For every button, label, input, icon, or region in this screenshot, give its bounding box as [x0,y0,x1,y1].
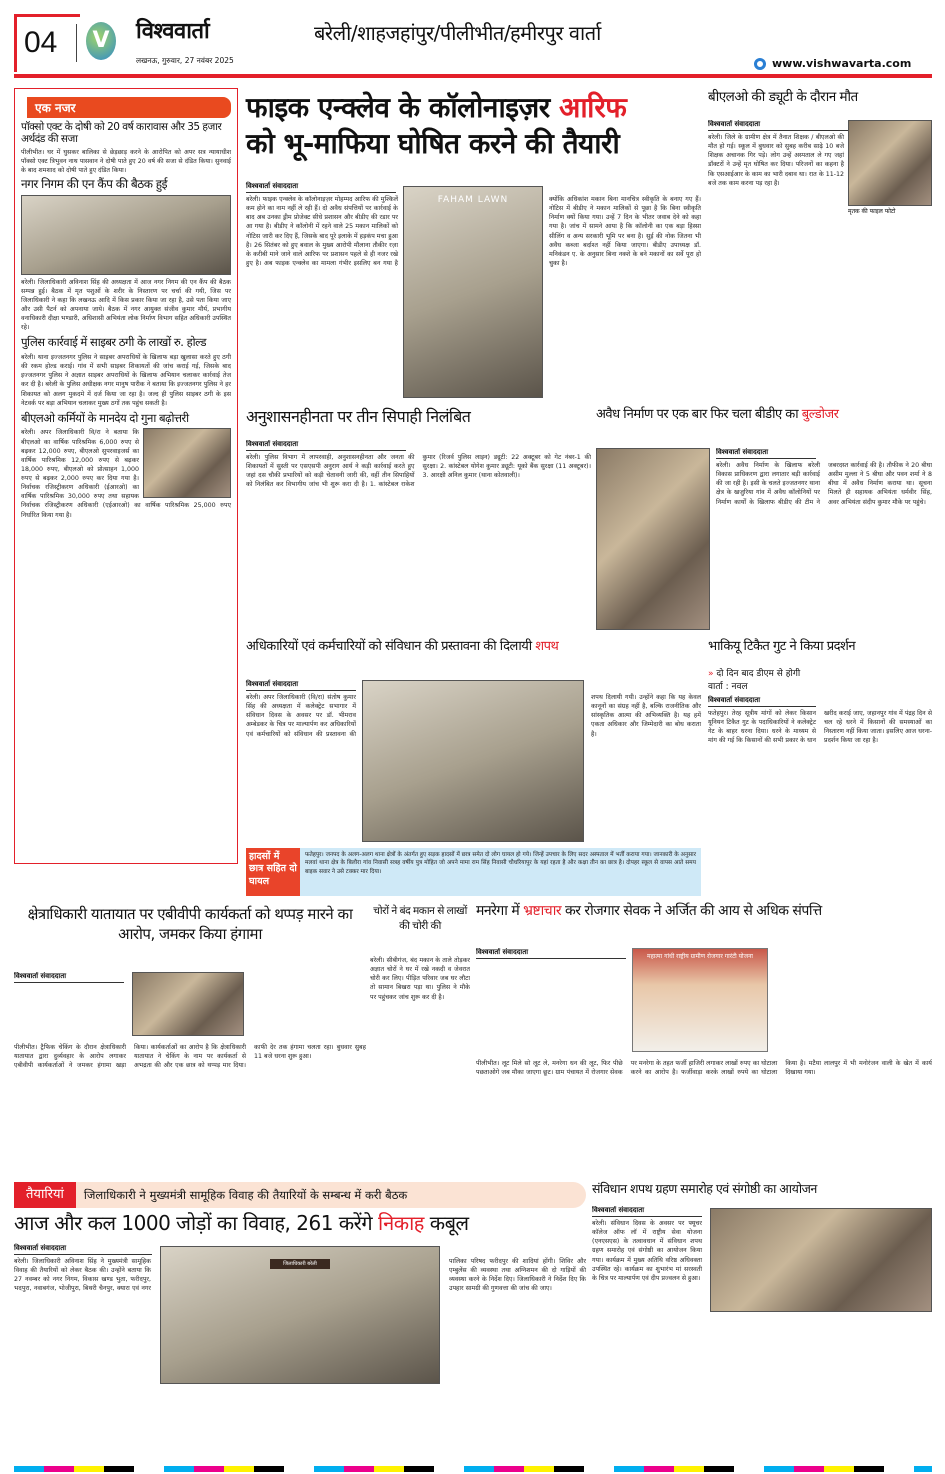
faham-lawn-photo [403,186,543,398]
byline: विश्ववार्ता संवाददाता [246,680,356,691]
bku-subhead: » दो दिन बाद डीएम से होगी वार्ता : नवल [708,669,801,692]
abvp-headline: क्षेत्राधिकारी यातायात पर एबीवीपी कार्यकर्ता को थप्पड़ मारने का आरोप, जमकर किया हंगामा [27,905,353,944]
story-body: बरेली। जिले के ग्रामीण क्षेत्र में तैनात शिक्षक / बीएलओ की मौत हो गई। स्कूल में बुधवार को सुबह करीब साढ़े 10 बजे शिक्षक अचानक गिर पड़े। लोग उन्हें अस्पताल ले गए जहां डॉक्टरों ने उन्हें मृत घोषित कर दिया। परिजनों का कहना है कि एसआईआर के काम का भारी दबाव था। रात के 11-12 बजे तक काम करना पड़ रहा है। [708,134,844,187]
quote-chevron-icon: » [708,669,714,679]
abvp-story [14,972,366,1172]
accident-label: हादसों में छात्र सहित दो घायल [246,848,300,896]
byline: विश्ववार्ता संवाददाता [592,1206,702,1217]
samvidhan-story [592,1206,932,1462]
marriage-story [14,1244,586,1294]
logo-icon: V [86,22,116,60]
page-number: 04 [24,26,58,59]
byline: विश्ववार्ता संवाददाता [708,696,816,707]
byline: विश्ववार्ता संवाददाता [14,972,124,983]
browser-icon [754,58,766,70]
header-red-rule [14,74,932,78]
byline: विश्ववार्ता संवाददाता [246,182,396,193]
masthead [14,14,932,72]
marriage-meeting-photo [160,1246,440,1384]
accident-body: फतेहपुर। जनपद के अलग-अलग थाना क्षेत्रों के अंतर्गत हुए सड़क हादसों में छात्र समेत दो लोग घायल हो गये। जिन्हें उपचार के लिए सदर अस्पताल में भर्ती कराया गया। जानकारी के अनुसार मलवां थाना क्षेत्र के बिलौरा गांव निवासी सत्रह वर्षीय पुत्र मोहित जो अपने मामा राम सिंह निवासी चौधरियापुर के यहां रहता है और कक्षा तीन का छात्र है। दोपहर स्कूल से वापस आते समय बाइक सवार ने उसे टक्कर मार दिया। [305,852,696,875]
story-body: बरेली। पुलिस विभाग में लापरवाही, अनुशासनहीनता और जनता की शिकायतों में सुस्ती पर एसएसपी अनुराग आर्य ने कड़ी कार्रवाई करते हुए जहां दस चौकी प्रभारियों को कड़ी चेतावनी जारी की, वहीं तीन सिपाहियों को निलंबित कर विभागीय जांच भी शुरू करा दी है। 1. कांस्टेबल राकेश कुमार (रिजर्व पुलिस लाइन) ड्यूटी: 22 अक्टूबर को गेट नंबर-1 की सुरक्षा। 2. कांस्टेबल योगेश कुमार ड्यूटी: यूको बैंक सुरक्षा (11 अक्टूबर)। 3. आरक्षी अनिल कुमार (थाना कोतवाली)। [246,454,591,489]
oath-headline: अधिकारियों एवं कर्मचारियों को संविधान की प्रस्तावना की दिलायी शपथ [246,639,559,654]
suspend-story [246,440,591,630]
ek-nazar-badge: एक नजर [27,97,231,118]
lead-headline: फाइक एन्क्लेव के कॉलोनाइज़र आरिफ को भू-माफिया घोषित करने की तैयारी [246,91,627,161]
story-body: बरेली। संविधान दिवस के अवसर पर फ्यूचर कॉलेज ऑफ लॉ में राष्ट्रीय सेवा योजना (एनएसएस) के तत्वावधान में संविधान शपथ ग्रहण समारोह एवं संगोष्ठी का आयोजन किया गया। कार्यक्रम में मुख्य अतिथि वरिष्ठ अधिवक्ता उपस्थित रहे। कार्यक्रम का शुभारंभ मां सरस्वती के चित्र पर माल्यार्पण एवं दीप प्रज्वलन से हुआ। [592,1220,702,1282]
blo-story [708,120,932,402]
suspend-headline: अनुशासनहीनता पर तीन सिपाही निलंबित [246,407,471,426]
story-body: बरेली। अपर जिलाधिकारी वि/रा ने बताया कि बीएलओ का वार्षिक पारिश्रमिक 6,000 रुपए से बढ़कर 12,000 रुपए, बीएलओ सुपरवाइजर्स का वार्षिक पारिश्रमिक 12,000 रुपए से बढ़कर 18,000 रुपए, बीएलओ को प्रोत्साहन 1,000 रुपए से बढ़कर 2,000 रुपए कर दिया गया है। निर्वाचक रजिस्ट्रीकरण अधिकारी (ईआरओ) का वार्षिक पारिश्रमिक 30,000 रुपए तथा सहायक निर्वाचक रजिस्ट्रीकरण अधिकारी (एईआरओ) का वार्षिक पारिश्रमिक 25,000 रुपए निर्धारित किया गया है। [21,429,231,519]
banner-text: जिलाधिकारी ने मुख्यमंत्री सामूहिक विवाह की तैयारियों के सम्बन्ध में करी बैठक [83,1187,408,1202]
story-body: पीलीभीत। लूट मिले सो लूट ले, मनरेगा धन की लूट, फिर पीछे पछताओगे जब मौका जाएगा छूट। ग्राम पंचायत में रोजगार सेवक पर मनरेगा के तहत फर्जी हाजिरी लगाकर लाखों रुपए का घोटाला करने का आरोप है। फर्जीवाड़ा करके लाखों रुपये का घोटाला किया है। मटैया लालपुर में भी मनोरंजन वाली के खेत में कार्य दिखाया गया। [476,1060,932,1077]
lead-story [246,182,701,268]
theft-headline: चोरों ने बंद मकान से लाखों की चोरी की [373,905,467,932]
story-body: बरेली। थाना इज्जतनगर पुलिस ने साइबर अपराधियों के खिलाफ बड़ा खुलासा करते हुए ठगी की रकम होल्ड कराई। गांव में सभी साइबर शिकायतों की जांच कराई गई, जिसके बाद इज्जतनगर पुलिस ने अज्ञात साइबर अपराधियों के खिलाफ अभियान चलाकर कार्रवाई तेज कर दी है। बरेली के पुलिस अधीक्षक नगर मानुष पारीक ने बताया कि इज्जतनगर पुलिस ने हर शिकायत को अलग मुकदमे में दर्ज किया जा रहा है। जल्द ही पुलिस साइबर ठगी के इस नेटवर्क पर बड़ा अभियान चलाकर मुख्य ठगों तक पहुंच सकती है। [21,354,231,407]
byline: विश्ववार्ता संवाददाता [14,1244,152,1255]
paper-name: विश्ववार्ता [136,19,210,44]
mnrega-story [476,948,932,1174]
story-body: पीलीभीत। ट्रैफिक चेकिंग के दौरान क्षेत्राधिकारी यातायात द्वारा दुर्व्यवहार के आरोप लगाकर एबीवीपी कार्यकर्ताओं ने जमकर हंगामा खड़ा किया। कार्यकर्ताओं का आरोप है कि क्षेत्राधिकारी यातायात ने चेकिंग के नाम पर कार्यकर्ता से अभद्रता की और एक छात्र को थप्पड़ मार दिया। काफी देर तक हंगामा चलता रहा। बुधवार सुबह 11 बजे धरना शुरू हुआ। [14,1044,366,1070]
story-title: पुलिस कार्रवाई में साइबर ठगी के लाखों रु. होल्ड [21,335,207,350]
story-body: बरेली। जिलाधिकारी अविनाश सिंह की अध्यक्षता में आज नगर निगम की एन कैंप की बैठक सम्पन्न हुई। बैठक में मृत पशुओं के शरीर के निस्तारण पर चर्चा की गयी, जिस पर जिलाधिकारी ने कहा कि लखनऊ आदि में किस प्रकार किया जा रहा है, उसे पता किया जाए और उसी पैटर्न को अपनाया जाये। बैठक में नगर आयुक्त संजीव कुमार मौर्य, प्रभागीय वनाधिकारी दीक्षा भण्डारी, अधिशासी अभियंता लोक निर्माण विभाग सहित अधिकारी उपस्थित रहे। [21,278,231,332]
photo-caption: मृतक की फाइल फोटो [848,208,896,215]
divider [76,24,77,62]
photo-sign: जिलाधिकारी बरेली [270,1259,330,1269]
story-body: बरेली। जिलाधिकारी अविनाश सिंह ने मुख्यमंत्री सामूहिक विवाह की तैयारियों को लेकर बैठक की। उन्होंने बताया कि 27 नवम्बर को नगर निगम, विकास खण्ड भुता, फरीदपुर, भदपुरा, नवाबगंज, भोजीपुरा, बिथरी चैनपुर, क्यारा एवं नगर पालिका परिषद फरीदपुर की शादियां होंगी। शिविर और एम्बुलेंस की व्यवस्था तथा अग्निशमन की दो गाड़ियों की व्यवस्था करने के निर्देश दिए। जिलाधिकारी ने निर्देश दिए कि उपहार सामग्री की गुणवत्ता की जांच की जाए। [14,1258,586,1293]
poster-text: महात्मा गांधी राष्ट्रीय ग्रामीण रोजगार गारंटी योजना [647,953,753,960]
bku-story [708,666,932,892]
bulldozer-headline: अवैध निर्माण पर एक बार फिर चला बीडीए का बुल्डोजर [596,407,839,422]
photo-sign: FAHAM LAWN [437,195,509,205]
story-title: नगर निगम की एन कैंप की बैठक हुई [21,177,168,192]
byline: विश्ववार्ता संवाददाता [476,948,626,959]
dateline: लखनऊ, गुरुवार, 27 नवंबर 2025 [136,56,234,65]
website-link[interactable]: www.vishwavarta.com [772,57,912,70]
story-body: पीलीभीत। घर में घुसकर बालिका से छेड़छाड़ करने के आरोपित को अपर सत्र न्यायाधीश पॉक्सो एक्ट त्रिभुवन नाथ पासवान ने दोषी पाते हुए 20 वर्ष की सजा से दंडित किया। सुनवाई के बाद शमशाद को दोषी पाते हुए दंडित किया। [21,149,231,175]
bulldozer-photo [596,448,710,630]
byline: विश्ववार्ता संवाददाता [246,440,406,451]
accident-box [246,848,701,896]
banner-tag: तैयारियां [14,1182,76,1208]
marriage-headline: आज और कल 1000 जोड़ों का विवाह, 261 करेंगे निकाह कबूल [14,1211,469,1235]
oath-photo [362,680,584,842]
marriage-banner [14,1182,586,1208]
bku-headline: भाकियू टिकैत गुट ने किया प्रदर्शन [708,639,856,654]
mnrega-poster [632,948,768,1052]
seminar-photo [710,1208,932,1312]
section-title: बरेली/शाहजहांपुर/पीलीभीत/हमीरपुर वार्ता [314,21,601,45]
story-body: फतेहपुर। तेरह सूत्रीय मांगों को लेकर किसान यूनियन टिकैत गुट के पदाधिकारियों ने कलेक्ट्रेट गेट के बाहर धरना दिया। धरने के माध्यम से मांग की गई कि किसानों की सभी प्रकार के धान खरीद कराई जाए, जहानपुर गांव में पंद्रह दिन से चल रहे धरने में किसानों की समस्याओं का निस्तारण नहीं किया जाता। इसलिए आज धरना-प्रदर्शन किया जा रहा है। [708,710,932,745]
byline: विश्ववार्ता संवाददाता [716,448,816,459]
protest-photo [132,972,244,1036]
oath-story [246,680,701,739]
story-body: बरेली। अपर जिलाधिकारी (वि/रा) संतोष कुमार सिंह की अध्यक्षता में कलेक्ट्रेट सभागार में संविधान दिवस के अवसर पर डॉ. भीमराव अम्बेडकर के चित्र पर माल्यार्पण कर अधिकारियों एवं कर्मचारियों को संविधान की प्रस्तावना की शपथ दिलायी गयी। उन्होंने कहा कि यह केवल कानूनों का संग्रह नहीं है, बल्कि राजनीतिक और सांस्कृतिक आत्मा की अभिव्यक्ति है। यह हमें एकता अधिकार और जिम्मेदारी का बोध कराता है। [246,694,701,738]
meeting-photo [21,195,231,275]
print-color-bar [14,1466,932,1472]
story-title: बीएलओ कर्मियों के मानदेय दो गुना बढ़ोत्तरी [21,410,189,425]
story-body: बरेली। फाइक एन्क्लेव के कॉलोनाइज़र मोहम्मद आरिफ की मुश्किलें कम होने का नाम नहीं ले रही हैं। दो अवैध संपत्तियों पर कार्रवाई के बाद अब उनका ड्रीम प्रोजेक्ट सीधे प्रशासन और बीडीए की रडार पर आ गया है। बीडीए ने कॉलोनी में रहने वाले 25 मकान मालिकों को नोटिस जारी कर दिए हैं, जिसके बाद पूरे इलाके में हड़कंप मचा हुआ है। 26 सितंबर को हुए बवाल के मुख्य आरोपी मौलाना तौकीर रज़ा के करीबी माने जाने वाले आरिफ पर प्रशासन पहले से ही नजर रखे हुए है। अब फाइक एन्क्लेव का मामला गंभीर इसलिए बन गया है क्योंकि अधिकांश मकान बिना मानचित्र स्वीकृति के बनाए गए हैं। नोटिस में बीडीए ने मकान मालिकों से पूछा है कि बिना स्वीकृति निर्माण क्यों किया गया। उन्हें 7 दिन के भीतर जवाब देने को कहा गया है। जांच में सामने आया है कि कॉलोनी का एक बड़ा हिस्सा सीलिंग व अन्य सरकारी भूमि पर बना है। सुई की नोक जितना भी अवैध कब्जा बर्दाश्त नहीं किया जाएगा। बीडीए उपाध्यक्ष डॉ. मनिकंडन ए. के अनुसार बिना नक्शे के बने मकानों का सर्वे पूरा हो चुका है। [246,196,701,267]
deceased-photo-block [848,120,932,215]
byline: विश्ववार्ता संवाददाता [708,120,932,131]
bulldozer-story [716,448,932,630]
left-column [14,88,238,864]
story-title: पॉक्सो एक्ट के दोषी को 20 वर्ष कारावास और 35 हजार अर्थदंड की सजा [21,121,222,145]
samvidhan-headline: संविधान शपथ ग्रहण समारोह एवं संगोष्ठी का आयोजन [592,1181,817,1196]
story-body: बरेली। अवैध निर्माण के खिलाफ बरेली विकास प्राधिकरण द्वारा लगातार बड़ी कार्रवाई की जा रही है। इसी के चलते इज्जतनगर थाना क्षेत्र के खजुरिया गांव में अवैध कॉलोनियों पर निर्माण कार्यों के खिलाफ बीडीए की टीम ने जबरदस्त कार्रवाई की है। तौफीक ने 20 बीघा असीम मुल्ला ने 5 बीघा और पवन शर्मा ने 8 बीघा में अवैध निर्माण कराया था। सूचना मिलते ही सहायक अभियंता धर्मवीर सिंह, अवर अभियंता संदीप कुमार मौके पर पहुंचे। [716,462,932,506]
blo-headline: बीएलओ की ड्यूटी के दौरान मौत [708,89,858,105]
theft-body: बरेली। सीबीगंज, बंद मकान के ताले तोड़कर अज्ञात चोरों ने घर में रखे नकदी व जेवरात चोरी कर लिए। पीड़ित परिवार जब घर लौटा तो सामान बिखरा पड़ा था। पुलिस ने मौके पर पहुंचकर जांच शुरू कर दी है। [370,957,470,1001]
deceased-photo [848,120,932,206]
mnrega-headline: मनरेगा में भ्रष्टाचार कर रोजगार सेवक ने अर्जित की आय से अधिक संपत्ति [476,903,822,919]
officer-photo [143,428,231,498]
